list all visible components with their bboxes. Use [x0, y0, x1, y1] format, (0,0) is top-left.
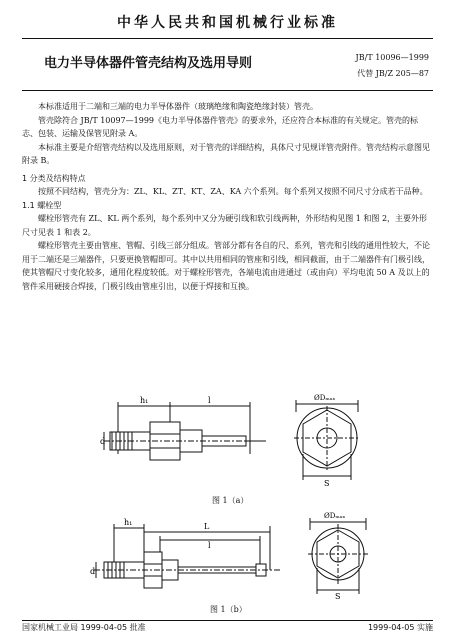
replaces-standard: 代替 JB/Z 205—87 — [357, 69, 429, 78]
figure-1b-l-label: l — [208, 541, 211, 550]
figure-1a-h1-label: h₁ — [140, 396, 149, 405]
section-1-1-paragraph-2: 螺栓形管壳主要由管座、管帽、引线三部分组成。管部分都有各自的尺、系列，管壳和引线的通用性较大，不论用于二端还是三端器件，只要更换管帽即可。其中以共用相同的管座和引线，相同截面，由于二端器件有门极引线，使其管帽尺寸变化较多，通用化程度较低。对于螺栓形管壳，各端电流由进通过（或由向）平均电流 50 A 及以上的管件采用硬接合焊接，门极引线由管座引出，以便于焊接和互换。 — [22, 241, 430, 291]
figure-1b-h1-label: h₁ — [124, 518, 133, 527]
figure-1a-side-view — [100, 392, 280, 482]
figure-1a-caption: 图 1（a） — [212, 496, 249, 505]
title-rule — [22, 90, 433, 91]
paragraph-scope: 本标准适用于二端和三端的电力半导体器件（玻璃绝缘和陶瓷绝缘封装）管壳。 — [38, 102, 318, 111]
figure-1b-side-view — [90, 514, 286, 600]
footer-rule — [22, 620, 433, 621]
figure-1b-L-label: L — [204, 522, 210, 531]
footer-approval: 国家机械工业局 1999-04-05 批准 — [22, 623, 146, 632]
standard-category-title: 中华人民共和国机械行业标准 — [117, 15, 338, 31]
section-1-1-paragraph-1: 螺栓形管壳有 ZL、KL 两个系列，每个系列中又分为硬引线和软引线两种，外形结构见图 1 和图 2，主要外形尺寸见表 1 和表 2。 — [22, 214, 428, 237]
figure-1b-end-view — [300, 508, 376, 600]
document-title: 电力半导体器件管壳结构及选用导则 — [44, 56, 253, 71]
figure-1b-d-label: d — [90, 567, 96, 576]
figure-1a-end-view — [282, 392, 372, 488]
figure-1a-s-label: S — [324, 479, 330, 488]
section-1-heading: 1 分类及结构特点 — [22, 173, 86, 183]
standard-number: JB/T 10096—1999 — [355, 53, 429, 62]
footer-implementation: 1999-04-05 实施 — [367, 623, 433, 632]
paragraph-requirements: 管壳除符合 JB/T 10097—1999《电力半导体器件管壳》的要求外，还应符合本标准的有关规定。管壳的标志、包装、运输及保管见附录 A。 — [22, 115, 419, 138]
figure-1b-s-label: S — [335, 592, 341, 600]
standard-number-block — [356, 50, 429, 82]
paragraph-overview: 本标准主要是介绍管壳结构以及选用原则，对于管壳的详细结构，具体尺寸见规详管壳附件。管壳结构示意图见附录 B。 — [22, 142, 430, 165]
header-rule — [22, 38, 433, 39]
figure-1b-dmax-label: ØDₘₐₓ — [324, 512, 346, 520]
figure-1a-l-label: l — [208, 396, 211, 405]
body-text — [22, 100, 433, 293]
figure-1b-caption: 图 1（b） — [210, 605, 247, 614]
figure-1a-dmax-label: ØDₘₐₓ — [314, 394, 336, 402]
section-1-paragraph: 按照不同结构，管壳分为：ZL、KL、ZT、KT、ZA、KA 六个系列。每个系列又按照不同尺寸分成若干品种。 — [38, 187, 428, 196]
figure-1a-d-label: d — [100, 437, 106, 446]
section-1-1-heading: 1.1 螺栓型 — [22, 200, 62, 210]
